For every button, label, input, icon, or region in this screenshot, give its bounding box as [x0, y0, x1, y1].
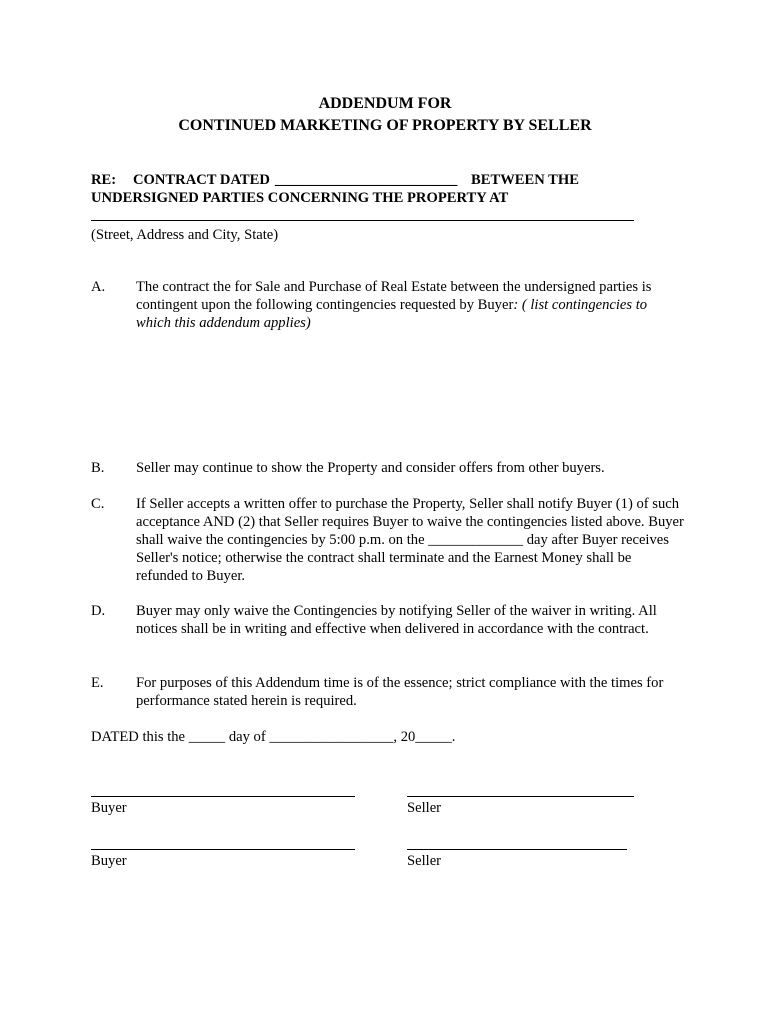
item-a-italic: : ( list contingencies to which this addendum applies)	[136, 297, 648, 331]
item-b-text: Seller may continue to show the Property and consider offers from other buyers.	[136, 460, 605, 476]
dated-line: DATED this the _____ day of _________________, 20_____.	[91, 729, 456, 745]
re-label: RE:	[91, 172, 117, 188]
buyer-label-1: Buyer	[91, 800, 127, 816]
re-contract-dated: CONTRACT DATED	[133, 172, 270, 188]
seller-label-1: Seller	[407, 800, 442, 816]
re-property-line: UNDERSIGNED PARTIES CONCERNING THE PROPERTY AT	[91, 190, 509, 206]
item-c-text: If Seller accepts a written offer to purchase the Property, Seller shall notify Buyer (1) of such acceptance AND (2) that Seller requires Buyer to waive the contingencies listed above. Buyer shall waive the contingencies by 5:00 p.m. on the _____________ day after Buyer receives Seller's notice; otherwise the contract shall terminate and the Earnest Money shall be refunded to Buyer.	[136, 496, 684, 584]
item-a-body: The contract the for Sale and Purchase of Real Estate between the undersigned parties is contingent upon the following contingencies requested by Buyer	[136, 279, 652, 313]
seller-signature-line-1	[407, 796, 634, 797]
item-a-text	[136, 278, 684, 332]
re-date-blank: _________________________	[275, 172, 458, 188]
buyer-label-2: Buyer	[91, 853, 127, 869]
item-e-text: For purposes of this Addendum time is of the essence; strict compliance with the times for performance stated herein is required.	[136, 675, 664, 709]
item-c-letter: C.	[91, 496, 105, 512]
address-hint: (Street, Address and City, State)	[91, 227, 279, 243]
seller-signature-line-2	[407, 849, 627, 850]
item-a-letter: A.	[91, 279, 106, 295]
seller-label-2: Seller	[407, 853, 442, 869]
buyer-signature-line-2	[91, 849, 355, 850]
title-line-2: CONTINUED MARKETING OF PROPERTY BY SELLER	[178, 117, 592, 134]
title-line-1: ADDENDUM FOR	[318, 95, 452, 112]
address-blank-line	[91, 220, 634, 221]
item-d-text: Buyer may only waive the Contingencies by notifying Seller of the waiver in writing. All notices shall be in writing and effective when delivered in accordance with the contract.	[136, 603, 657, 637]
item-b-letter: B.	[91, 460, 105, 476]
item-e-letter: E.	[91, 675, 104, 691]
item-d-letter: D.	[91, 603, 106, 619]
buyer-signature-line-1	[91, 796, 355, 797]
re-between: BETWEEN THE	[471, 172, 580, 188]
